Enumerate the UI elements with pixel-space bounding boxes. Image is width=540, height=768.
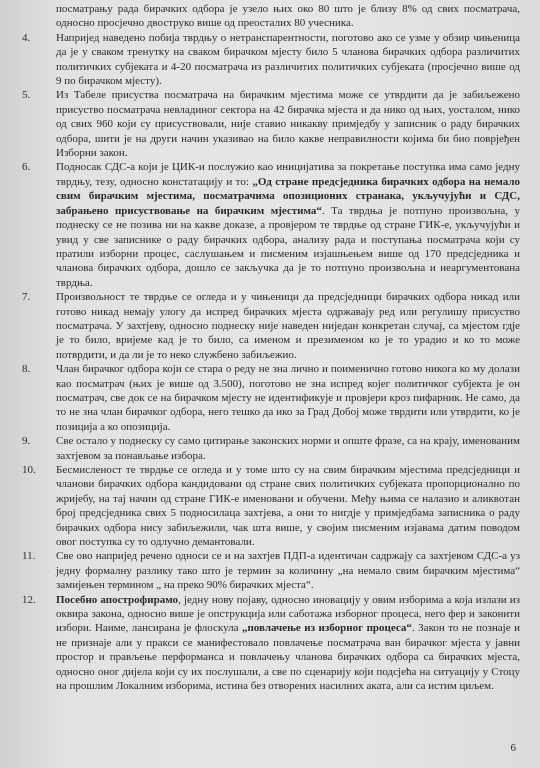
list-item: [18, 463, 520, 549]
item-number: 8.: [22, 363, 31, 376]
text-run: Из Табеле присуства посматрача на бирачким мјестима може се утврдити да је забиљежено присуство посматрача невладиног сектора на 42 бирачка мјеста и да нико од њих, уосталом, нико од свих 960 који су присуствовали, није ставио никакву примједбу у записник о раду бирачких одбора, шити је на други начин указивао на било какве неправилности којима би био поврјеђен Изборни закон.: [56, 89, 520, 160]
list-item: [18, 31, 520, 89]
item-number: 5.: [22, 89, 31, 102]
text-run: Подносак СДС-а који је ЦИК-и послужио као иницијатива за покретање поступка има само једну тврдњу, тезу, односно констатацију и то:: [56, 161, 520, 188]
emphasized-text: „Од стране предсједника бирачких одбора на немало свим бирачким мјестима, посматрачима опозиционих странака, укључујући и СДС, забрањено присуствовање на бирачким мјестима“: [56, 175, 520, 217]
page-number: 6: [510, 742, 516, 754]
item-text: [56, 593, 520, 694]
item-text: [56, 31, 520, 89]
text-run: Све остало у поднеску су само цитирање законских норми и опште фразе, са на крају, именованим захтјевом за понављање избора.: [56, 435, 520, 462]
item-number: 12.: [22, 593, 36, 606]
list-item: [18, 160, 520, 290]
item-number: 6.: [22, 161, 31, 174]
list-item: [18, 290, 520, 362]
list-item: [18, 88, 520, 160]
text-run: , једну нову појаву, односно иновацију у овим изборима а која излази из оквира закона, односно више је опструкција или саботажа изборног процеса, него фер и законити избори. Наиме, лансирана је флоскула: [56, 593, 520, 635]
item-number: 10.: [22, 464, 36, 476]
item-number: 4.: [22, 31, 31, 44]
item-text: [56, 160, 520, 290]
text-run: Члан бирачког одбора који се стара о реду не зна лично и поименично готово никога ко му долази као посматрач (њих је више од 3.500), поготово не зна испред којег политичког субјекта је он посматрач, све док се на бирачком мјесту не идентификује и провјери кроз пифарник. Не само, да то не зна члан бирачког одбора, него тешко да ико за Град Добој може тврдити или утврдити, ко је позиција а ко опозиција.: [56, 363, 520, 433]
item-text: [56, 88, 520, 160]
item-text: [56, 434, 520, 463]
intro-paragraph: посматрању рада бирачких одбора је узело њих око 80 што је близу 8% од свих посматрача, односно просјечно двоструко више од преосталих 80 учесника.: [56, 3, 520, 30]
emphasized-text: Посебно апострофирамо: [56, 593, 179, 606]
item-text: [56, 290, 520, 362]
list-item: [18, 593, 520, 694]
item-text: [56, 549, 520, 592]
item-number: 7.: [22, 291, 31, 304]
numbered-list: [18, 31, 520, 694]
item-text: [56, 362, 520, 434]
text-run: . Та тврдња је потпуно произвољна, у поднеску се не позива ни на какве доказе, а провјером те тврдње од стране ГИК-е, укључујући и увид у све записнике о раду бирачких одбора, анализу рада и поступања посматрача који су пратили изборни процес, саслушањем и писменим изјашњењем више од 170 предсједника и чланова бирачких одбора, дошло се закључка да је то потпуно произвољна и неаргументована тврдња.: [56, 204, 520, 289]
item-number: 11.: [22, 550, 36, 563]
list-item: [18, 434, 520, 463]
text-run: . Закон то не познаје и не признаје али у пракси се манифестовало повлачење посматрача ван бирачког мјеста у јавни простор и прављење перформанса и повлачењу чланова бирачких одбора са бирачких мјеста, односно оног дијела који су их послушали, а све по сценарију који подсјећа на ситуацију у Стоцу на прошлим Локалним изборима, истина без отворених насилних аката, али са истим циљем.: [56, 622, 520, 693]
item-text: [56, 463, 520, 549]
text-run: Произвољност те тврдње се огледа и у чињеници да предсједници бирачких одбора никад или готово никад немају улогу да испред бирачких мјеста одржавају ред или регулишу присуство посматрача. У захтјеву, односно поднеску није наведен нијeдан конкретан случај, са мјестом гдје је то било, вријеме кад је то било, са именом и презименом ко је то урадио и ко то може потврдити, и да ли је то нeко службено забиљежио.: [56, 291, 520, 361]
item-number: 9.: [22, 435, 31, 448]
text-run: Напријед наведено побија тврдњу о нетранспарентности, поготово ако се узме у обзир чињеница да је у сваком тренутку на сваком бирачком мјесту било 5 чланова бирачких одбора различитих политичких субјеката и 4-20 посматрача из различитих политичких субјеката (просјечно више од 9 по бирачком мјесту).: [56, 31, 520, 88]
list-item: [18, 549, 520, 592]
emphasized-text: „повлачење из изборног процеса“: [241, 622, 412, 635]
text-run: Бесмисленост те тврдње се огледа и у томе што су на свим бирачким мјестима предсједници и чланови бирачких одбора кандидовани од стране свих политичких субјеката пропорционално по жријебу, на тај начин од стране ГИК-е именовани и обучени. Међу њима се налазио и аликвотан број предсједника свих 5 подносилаца захтјева, а они то нигдје у примједбама записника о раду бирачких одбора нису забиљежили, чак шта више, у својим писменим изјавама датим поводом овог поступка су то одлучно демантовали.: [56, 464, 520, 549]
list-item: [18, 362, 520, 434]
text-run: Све ово напријед речено односи се и на захтјев ПДП-а идентичан садржају са захтјевом СДС-а уз једну формалну разлику тако што је термин за количину „на немало свим бирачким мјестима“ замијењен термином „ на преко 90% бирачких мјеста“.: [56, 550, 520, 592]
